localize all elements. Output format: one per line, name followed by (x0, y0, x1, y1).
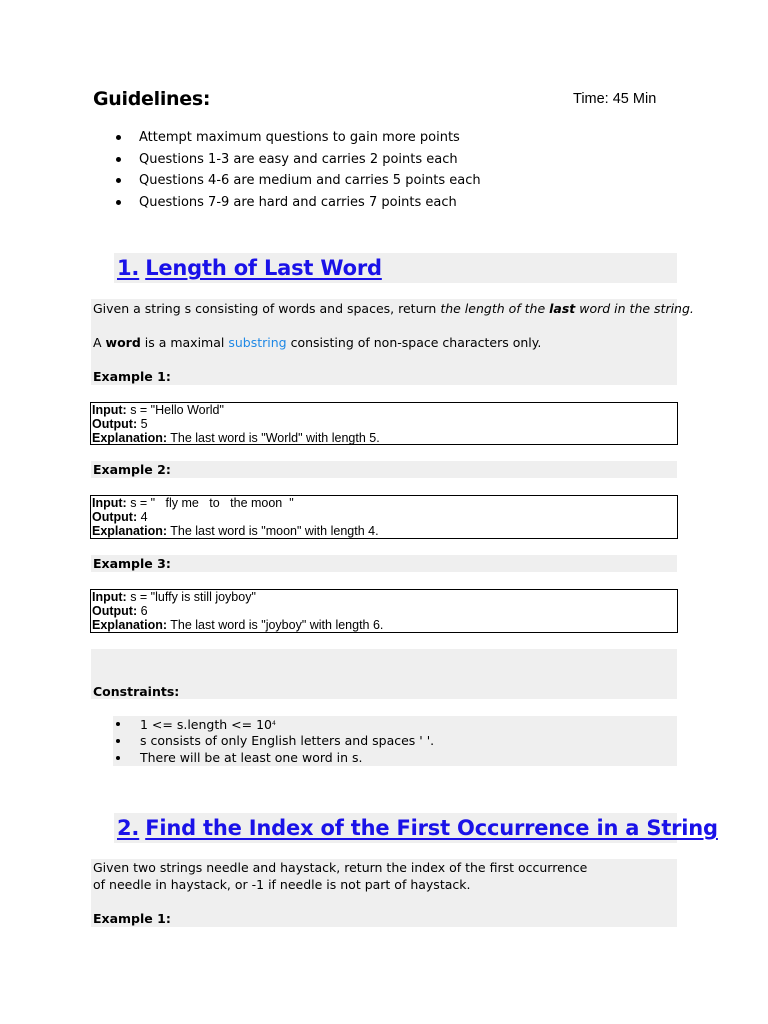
output-value: 5 (137, 417, 148, 432)
input-value: s = " fly me to the moon " (126, 496, 294, 510)
example-input-row (92, 403, 677, 417)
output-value: 6 (137, 604, 148, 619)
example-output-row (92, 510, 677, 524)
example-explanation-row (92, 524, 677, 538)
q1-example-1-box (90, 402, 678, 445)
explanation-label: Explanation: (92, 618, 168, 633)
constraint-item (116, 716, 434, 733)
time-limit: Time: 45 Min (573, 91, 657, 107)
explanation-value: The last word is "joyboy" with length 6. (167, 618, 384, 633)
q1-desc-bold: last (549, 301, 576, 316)
def-text: is a maximal (140, 335, 229, 350)
example-output-row (92, 417, 677, 431)
q1-word-definition (93, 335, 541, 350)
q1-example-1-heading: Example 1: (93, 369, 171, 384)
constraint-item (116, 750, 434, 767)
q1-description (93, 301, 694, 316)
q1-number: 1. (117, 256, 140, 280)
input-value: s = "luffy is still joyboy" (126, 590, 256, 604)
example-input-row (92, 590, 677, 604)
bullet-icon (116, 722, 120, 726)
guideline-text: Questions 4-6 are medium and carries 5 points each (139, 173, 481, 188)
q2-title[interactable] (117, 816, 718, 840)
q2-example-1-heading: Example 1: (93, 911, 171, 926)
constraint-text: s consists of only English letters and spaces ' '. (140, 732, 435, 748)
output-label: Output: (92, 510, 138, 525)
bullet-icon (116, 135, 121, 140)
explanation-label: Explanation: (92, 431, 168, 446)
bullet-icon (116, 739, 120, 743)
q2-description-line-1: Given two strings needle and haystack, return the index of the first occurrence (93, 860, 588, 875)
constraint-text: There will be at least one word in s. (140, 749, 363, 765)
input-value: s = "Hello World" (126, 403, 224, 417)
explanation-value: The last word is "World" with length 5. (167, 431, 380, 446)
q1-example-2-heading: Example 2: (93, 462, 171, 477)
bullet-icon (116, 200, 121, 205)
guidelines-list (116, 129, 481, 215)
def-text: A (93, 335, 106, 350)
q1-desc-italic: the length of the (440, 301, 550, 316)
guideline-text: Questions 1-3 are easy and carries 2 points each (139, 151, 458, 167)
output-value: 4 (137, 510, 148, 525)
q1-title[interactable] (117, 256, 382, 280)
q1-example-3-box (90, 589, 678, 633)
example-explanation-row (92, 431, 677, 445)
q1-desc-text: Given a string s consisting of words and spaces, return (93, 301, 441, 316)
constraints-list (116, 716, 434, 766)
q1-title-text: Length of Last Word (145, 256, 382, 280)
def-text: consisting of non-space characters only. (286, 335, 542, 350)
q1-example-3-heading: Example 3: (93, 556, 171, 571)
input-label: Input: (92, 496, 127, 510)
q1-desc-italic-end: word in the string. (575, 301, 694, 316)
input-label: Input: (92, 590, 127, 604)
guideline-text: Attempt maximum questions to gain more points (139, 130, 460, 145)
substring-link[interactable]: substring (228, 335, 287, 350)
guideline-item (116, 129, 481, 151)
input-label: Input: (92, 403, 127, 417)
bullet-icon (116, 178, 121, 183)
example-output-row (92, 604, 677, 618)
explanation-label: Explanation: (92, 524, 168, 539)
q2-title-text: Find the Index of the First Occurrence in a String (145, 816, 718, 840)
q1-example-2-band (91, 461, 677, 478)
guideline-text: Questions 7-9 are hard and carries 7 points each (139, 194, 457, 210)
explanation-value: The last word is "moon" with length 4. (167, 524, 379, 539)
output-label: Output: (92, 417, 138, 432)
q2-number: 2. (117, 816, 140, 840)
guideline-item (116, 194, 481, 216)
constraint-exponent: 4 (271, 720, 276, 727)
bullet-icon (116, 157, 121, 162)
q1-example-2-box (90, 495, 678, 539)
guideline-item (116, 172, 481, 194)
guideline-item (116, 151, 481, 173)
q1-example-3-band (91, 555, 677, 572)
guidelines-heading: Guidelines: (93, 88, 211, 110)
constraints-heading: Constraints: (93, 684, 180, 699)
def-bold: word (105, 335, 141, 350)
example-input-row (92, 496, 677, 510)
example-explanation-row (92, 618, 677, 632)
constraint-text: 1 <= s.length <= 10 (140, 717, 272, 732)
constraint-item (116, 733, 434, 750)
q2-description-line-2: of needle in haystack, or -1 if needle is not part of haystack. (93, 877, 471, 892)
output-label: Output: (92, 604, 138, 619)
bullet-icon (116, 756, 120, 760)
